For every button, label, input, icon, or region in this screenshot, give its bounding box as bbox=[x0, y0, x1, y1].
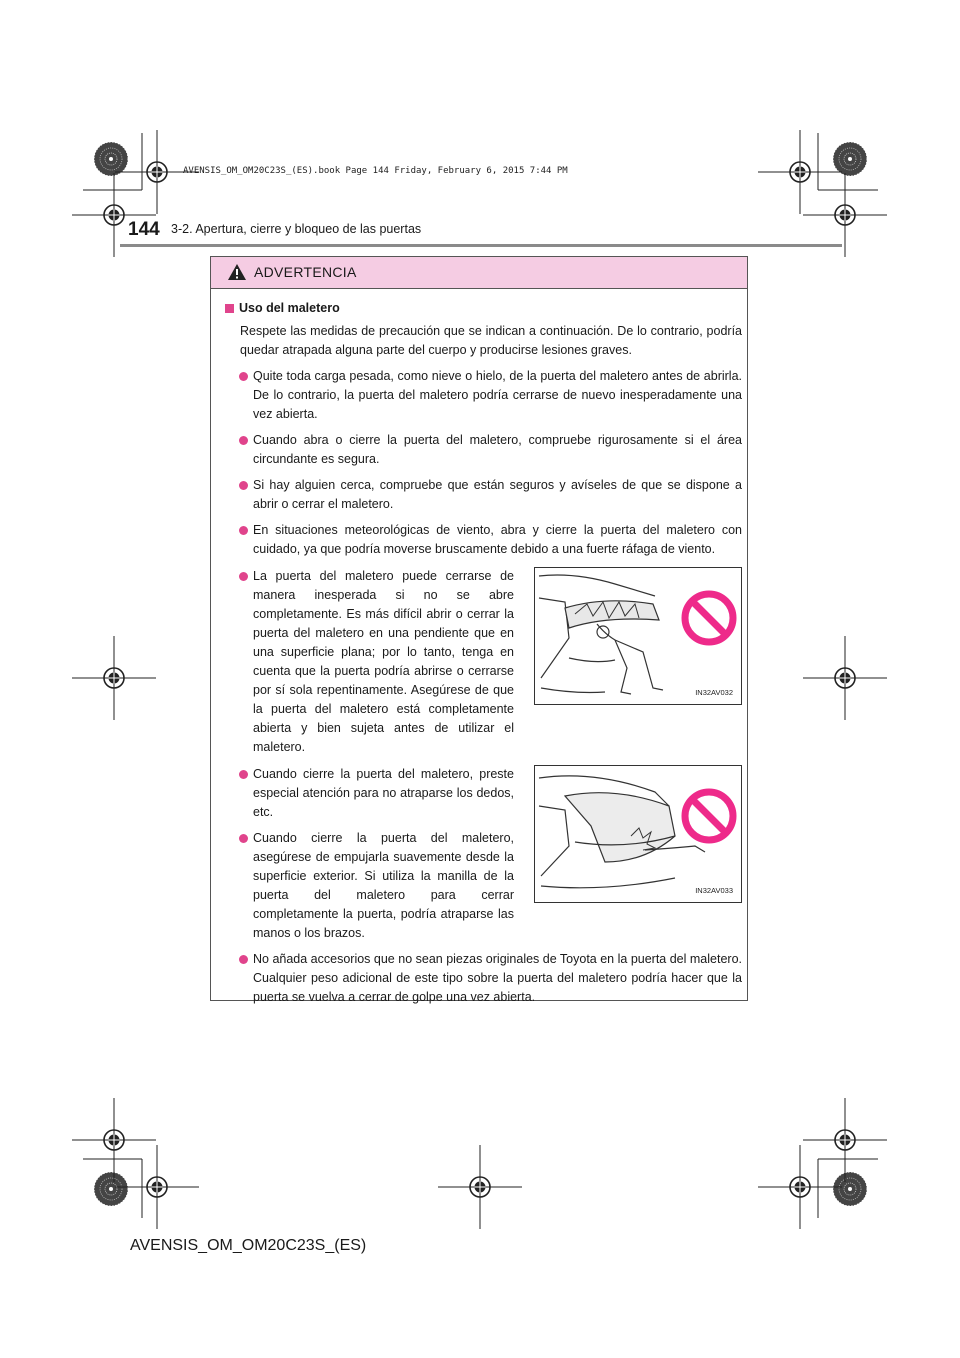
warning-triangle-icon bbox=[227, 263, 247, 281]
figure-code: IN32AV033 bbox=[695, 886, 733, 895]
header-rule bbox=[120, 244, 842, 247]
color-wheel-icon bbox=[833, 142, 867, 176]
warning-header bbox=[211, 257, 747, 289]
warning-heading: Uso del maletero bbox=[224, 299, 742, 318]
registration-mark-icon bbox=[803, 636, 887, 720]
figure-code: IN32AV032 bbox=[695, 688, 733, 697]
list-item: En situaciones meteorológicas de viento, abra y cierre la puerta del maletero con cuidado, ya que podría moverse bruscamente debido a una fuerte ráfaga de viento. bbox=[224, 521, 742, 559]
list-item: No añada accesorios que no sean piezas originales de Toyota en la puerta del maletero. Cualquier peso adicional de este tipo sobre la puerta del maletero podría hacer que la puerta se vuelva a cerrar de golpe una vez abierta. bbox=[224, 950, 742, 1007]
registration-mark-icon bbox=[438, 1145, 522, 1229]
page-number: 144 bbox=[128, 219, 160, 240]
figure-row-1 bbox=[224, 567, 742, 757]
figure-row-2 bbox=[224, 765, 742, 943]
warning-intro: Respete las medidas de precaución que se indican a continuación. De lo contrario, podría quedar atrapada alguna parte del cuerpo y producirse lesiones graves. bbox=[240, 324, 742, 357]
figure-text-2 bbox=[224, 765, 514, 943]
footer-document-id: AVENSIS_OM_OM20C23S_(ES) bbox=[130, 1237, 367, 1254]
list-item: Cuando cierre la puerta del maletero, preste especial atención para no atraparse los dedos, etc. bbox=[224, 765, 514, 822]
registration-mark-icon bbox=[803, 1098, 887, 1182]
registration-mark-icon bbox=[72, 1098, 156, 1182]
color-wheel-icon bbox=[94, 142, 128, 176]
warning-content bbox=[224, 299, 742, 1007]
list-item: Quite toda carga pesada, como nieve o hielo, de la puerta del maletero antes de abrirla. De lo contrario, la puerta del maletero podría cerrarse de nuevo inesperadamente una vez abierta. bbox=[224, 367, 742, 424]
list-item: La puerta del maletero puede cerrarse de manera inesperada si no se abre completamente. Es más difícil abrir o cerrar la puerta del maletero en una pendiente que en una superficie plana; por lo tanto, tenga en cuenta que la puerta podría abrirse o cerrarse por sí sola repentinamente. Asegúrese de que la puerta del maletero está completamente abierta y bien sujeta antes de utilizar el maletero. bbox=[224, 567, 514, 757]
registration-mark-icon bbox=[758, 1145, 842, 1229]
color-wheel-icon bbox=[94, 1172, 128, 1206]
section-title: 3-2. Apertura, cierre y bloqueo de las puertas bbox=[171, 222, 422, 236]
registration-mark-icon bbox=[758, 130, 842, 214]
color-wheel-icon bbox=[833, 1172, 867, 1206]
registration-mark-icon bbox=[115, 1145, 199, 1229]
list-item: Cuando cierre la puerta del maletero, asegúrese de empujarla suavemente desde la superficie exterior. Si utiliza la manilla de la puerta del maletero para cerrar completamente la puerta, podría atraparse las manos o los brazos. bbox=[224, 829, 514, 943]
illustration-trunk-fingers bbox=[534, 765, 742, 903]
prohibition-icon bbox=[679, 786, 739, 846]
registration-mark-icon bbox=[72, 636, 156, 720]
print-header: AVENSIS_OM_OM20C23S_(ES).book Page 144 Friday, February 6, 2015 7:44 PM bbox=[183, 166, 568, 176]
list-item: Si hay alguien cerca, compruebe que están seguros y avíseles de que se dispone a abrir o cerrar el maletero. bbox=[224, 476, 742, 514]
illustration-trunk-closing bbox=[534, 567, 742, 705]
figure-text-1 bbox=[224, 567, 514, 757]
list-item: Cuando abra o cierre la puerta del maletero, compruebe rigurosamente si el área circundante es segura. bbox=[224, 431, 742, 469]
warning-title: ADVERTENCIA bbox=[254, 264, 357, 280]
prohibition-icon bbox=[679, 588, 739, 648]
warning-box bbox=[210, 256, 748, 1004]
